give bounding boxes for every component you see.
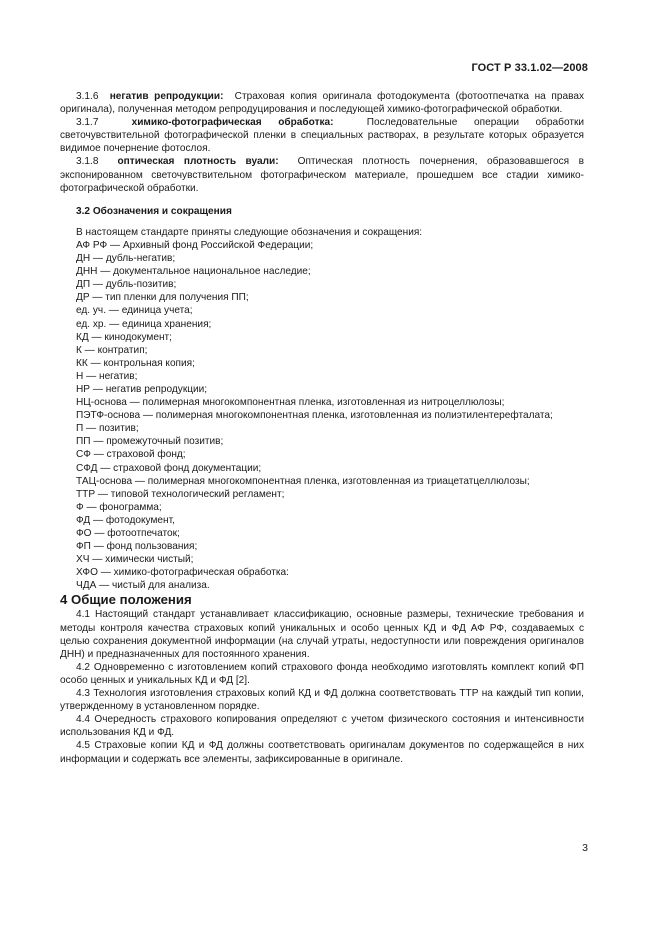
paragraph-4-5: 4.5 Страховые копии КД и ФД должны соответствовать оригиналам документов по содержащейся в них информации и содержать все элементы, зафиксированные в оригинале. [60, 740, 584, 765]
list-item: ед. уч. — единица учета; [76, 305, 193, 317]
term-number: 3.1.8 [76, 156, 99, 168]
list-item: ФД — фотодокумент, [76, 514, 175, 526]
paragraph-4-2: 4.2 Одновременно с изготовлением копий страхового фонда необходимо изготовлять комплект копий ФП особо ценных и уникальных КД и ФД [2]. [60, 661, 584, 686]
term-definition: Последовательные операции обработки светочувствительной фотографической пленки в специальных растворах, в результате которых образуется видимое почернение фотослоя. [60, 117, 585, 155]
list-item: ТТР — типовой технологический регламент; [76, 488, 285, 500]
list-item: ХЧ — химически чистый; [76, 554, 194, 566]
list-item: ТАЦ-основа — полимерная многокомпонентная пленка, изготовленная из триацетатцеллюлозы; [76, 475, 530, 487]
list-item: ДП — дубль-позитив; [76, 279, 177, 291]
list-item: К — контратип; [76, 344, 148, 356]
list-item: ФП — фонд пользования; [76, 541, 198, 553]
paragraph-4-1: 4.1 Настоящий стандарт устанавливает классификацию, основные размеры, технические требования и методы контроля качества страховых копий уникальных и особо ценных КД и ФД АФ РФ, создаваемых с целью сохранения документной информации (на случай утраты, недоступности или повреждения оригиналов ДНН) и предназначенных для постоянного хранения. [60, 609, 584, 660]
list-item: НЦ-основа — полимерная многокомпонентная пленка, изготовленная из нитроцеллюлозы; [76, 397, 505, 409]
list-item: Ф — фонограмма; [76, 501, 162, 513]
list-item: ед. хр. — единица хранения; [76, 318, 212, 330]
list-item: КК — контрольная копия; [76, 357, 195, 369]
term-definition: Страховая копия оригинала фотодокумента (фотоотпечатка на правах оригинала), полученная методом репродуцирования и последующей химико-фотографической обработки. [60, 91, 585, 116]
list-item: НР — негатив репродукции; [76, 383, 208, 395]
list-item: ХФО — химико-фотографическая обработка: [76, 567, 289, 579]
term-title: оптическая плотность вуали: [117, 156, 279, 168]
list-item: СФ — страховой фонд; [76, 449, 186, 461]
list-item: ПЭТФ-основа — полимерная многокомпонентная пленка, изготовленная из полиэтилентерефталата; [76, 410, 553, 422]
list-item: ПП — промежуточный позитив; [76, 436, 224, 448]
list-item: ДНН — документальное национальное наследие; [76, 266, 311, 278]
term-3-1-7 [60, 116, 584, 155]
term-title: негатив репродукции: [109, 91, 224, 102]
list-item: ДН — дубль-негатив; [76, 253, 176, 265]
list-item: ДР — тип пленки для получения ПП; [76, 292, 249, 304]
term-title: химико-фотографическая обработка: [131, 117, 334, 129]
term-3-1-6 [60, 90, 584, 116]
abbreviations-intro: В настоящем стандарте приняты следующие обозначения и сокращения: [76, 226, 423, 238]
list-item: АФ РФ — Архивный фонд Российской Федерации; [76, 239, 314, 251]
page-content [60, 90, 584, 766]
list-item: КД — кинодокумент; [76, 331, 172, 343]
term-definition: Оптическая плотность почернения, образовавшегося в экспонированном светочувствительном фотографическом материале, прошедшем все стадии химико-фотографической обработки. [60, 156, 585, 194]
list-item: П — позитив; [76, 423, 139, 435]
section-3-2-heading: 3.2 Обозначения и сокращения [76, 205, 232, 217]
list-item: ЧДА — чистый для анализа. [76, 580, 210, 592]
section-4-heading: 4 Общие положения [60, 592, 192, 608]
standard-code: ГОСТ Р 33.1.02—2008 [471, 62, 588, 74]
list-item: ФО — фотоотпечаток; [76, 528, 180, 539]
list-item: Н — негатив; [76, 370, 138, 382]
list-item: СФД — страховой фонд документации; [76, 462, 262, 474]
term-number: 3.1.7 [76, 117, 99, 129]
term-number: 3.1.6 [76, 91, 99, 102]
paragraph-4-3: 4.3 Технология изготовления страховых копий КД и ФД должна соответствовать ТТР на каждый тип копии, утвержденному в установленном порядке. [60, 688, 584, 713]
abbreviations-list [60, 239, 584, 593]
paragraph-4-4: 4.4 Очередность страхового копирования определяют с учетом физического состояния и интенсивности использования КД и ФД. [60, 714, 584, 739]
page-number: 3 [582, 842, 588, 854]
term-3-1-8 [60, 155, 584, 194]
